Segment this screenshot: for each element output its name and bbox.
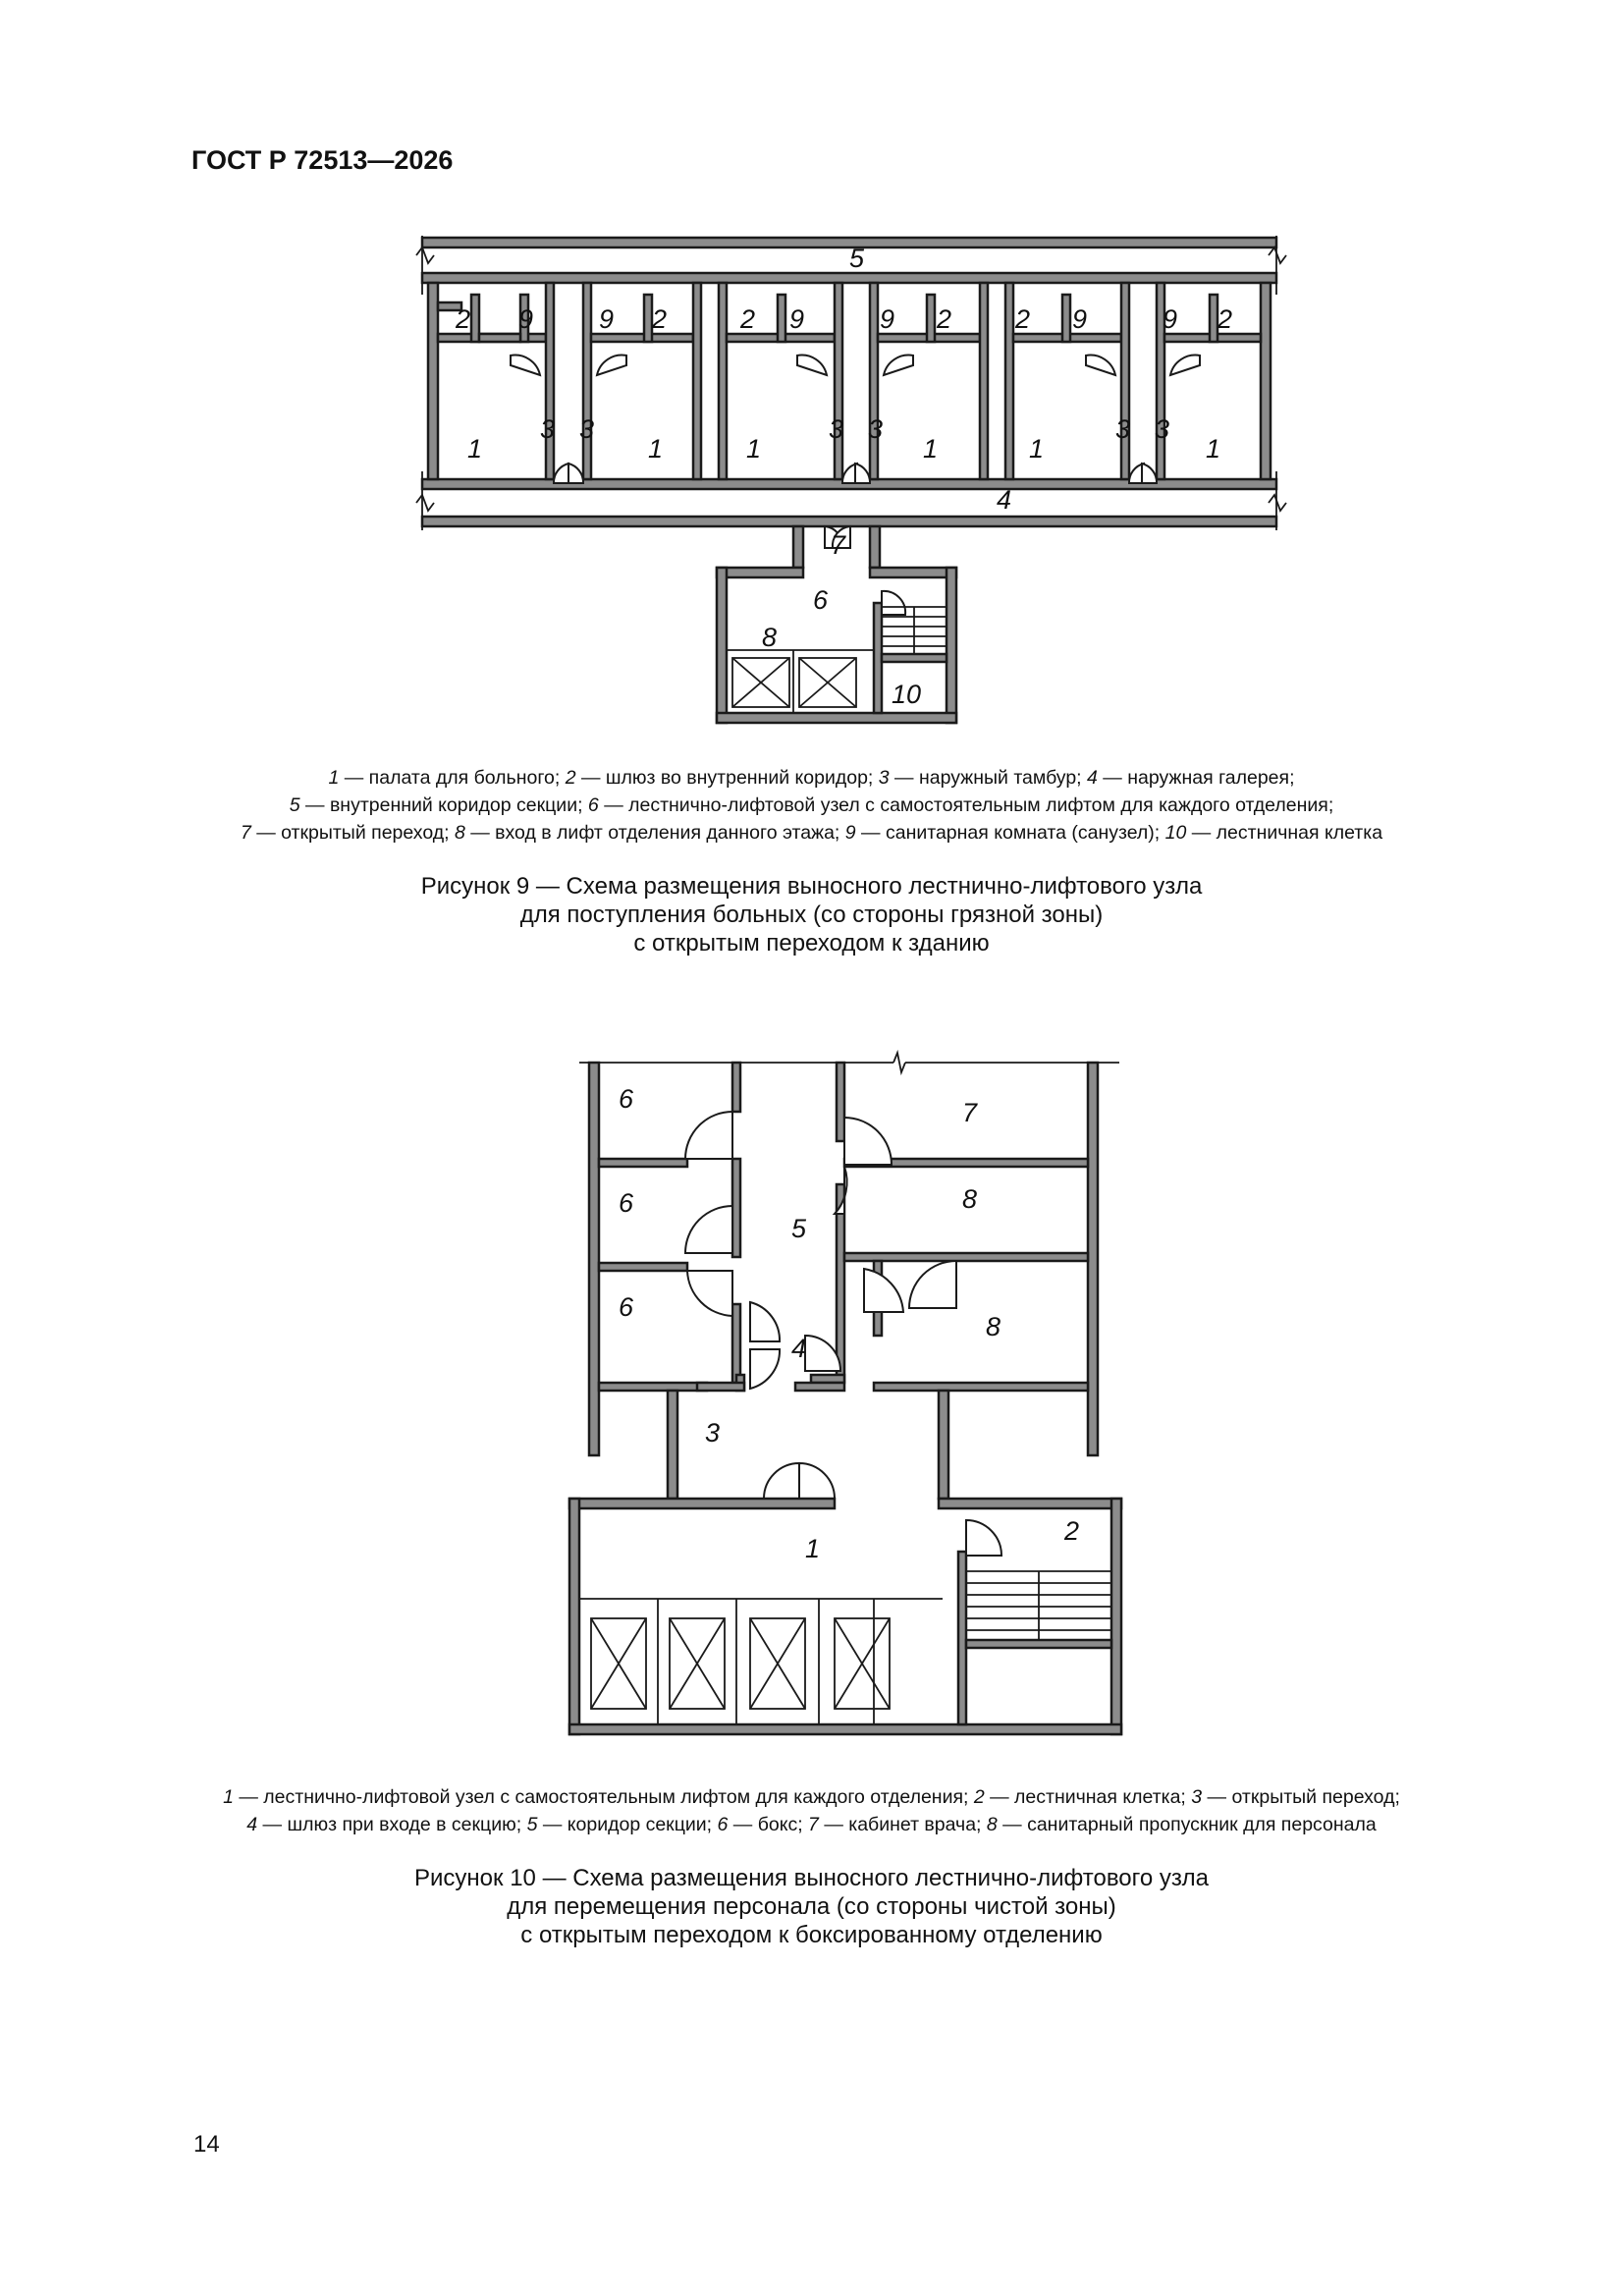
legend-text: — шлюз при входе в секцию; (257, 1814, 527, 1835)
legend-text: — санитарный пропускник для персонала (997, 1814, 1377, 1835)
fig9-label-lift-node: 6 (813, 585, 829, 615)
figure-10-legend (118, 1783, 1505, 1838)
legend-num: 1 (328, 767, 340, 789)
fig10-label-sanpass: 8 (986, 1312, 1001, 1341)
caption-line: с открытым переходом к боксированному отделению (520, 1922, 1103, 1948)
fig9-label-ward: 1 (648, 434, 664, 464)
legend-num: 3 (878, 767, 890, 789)
legend-text: — лестничная клетка; (984, 1786, 1192, 1808)
legend-text: — открытый переход; (250, 822, 455, 844)
fig9-label-sanitary: 9 (599, 304, 615, 334)
legend-num: 7 (808, 1814, 819, 1835)
caption-line: с открытым переходом к зданию (633, 930, 990, 957)
fig9-label-stair: 10 (892, 680, 922, 709)
legend-num: 8 (986, 1814, 998, 1835)
fig9-label-vestibule: 3 (1155, 414, 1170, 444)
caption-line: для поступления больных (со стороны грязной зоны) (519, 902, 1104, 928)
legend-num: 5 (289, 794, 300, 816)
figure-10-floor-plan (540, 1041, 1149, 1748)
legend-num: 5 (526, 1814, 538, 1835)
fig10-label-sanpass: 8 (962, 1184, 978, 1214)
fig9-label-vestibule: 3 (1115, 414, 1131, 444)
page-number: 14 (193, 2131, 220, 2158)
figure-9-floor-plan (412, 226, 1296, 737)
fig10-label-sluice: 4 (791, 1334, 807, 1363)
legend-num: 9 (844, 822, 856, 844)
legend-num: 6 (717, 1814, 729, 1835)
legend-line (118, 792, 1505, 819)
fig9-label-inner-corridor: 5 (849, 244, 865, 273)
legend-text: — лестнично-лифтовой узел с самостоятельным лифтом для каждого отделения; (598, 794, 1334, 816)
legend-text: — наружный тамбур; (889, 767, 1088, 789)
legend-num: 10 (1164, 822, 1187, 844)
legend-line (118, 1811, 1505, 1838)
fig10-label-box: 6 (619, 1188, 634, 1218)
legend-num: 4 (1087, 767, 1098, 789)
fig10-label-box: 6 (619, 1084, 634, 1114)
legend-text: — открытый переход; (1202, 1786, 1400, 1808)
fig9-label-lift-entry: 8 (762, 623, 778, 652)
legend-text: — кабинет врача; (818, 1814, 987, 1835)
fig10-label-lift-node: 1 (805, 1534, 821, 1563)
fig10-label-corridor: 5 (791, 1214, 807, 1243)
legend-text: — вход в лифт отделения данного этажа; (464, 822, 845, 844)
legend-text: — внутренний коридор секции; (299, 794, 588, 816)
legend-num: 8 (454, 822, 465, 844)
legend-num: 3 (1191, 1786, 1203, 1808)
fig10-label-passage: 3 (705, 1418, 721, 1448)
legend-text: — лестничная клетка (1186, 822, 1383, 844)
legend-text: — шлюз во внутренний коридор; (575, 767, 879, 789)
legend-text: — коридор секции; (537, 1814, 718, 1835)
legend-num: 4 (246, 1814, 258, 1835)
legend-text: — бокс; (728, 1814, 809, 1835)
legend-num: 1 (223, 1786, 234, 1808)
document-standard-header: ГОСТ Р 72513—2026 (191, 145, 454, 175)
legend-num: 2 (973, 1786, 985, 1808)
legend-text: — санитарная комната (санузел); (855, 822, 1165, 844)
fig10-label-doctor: 7 (962, 1098, 978, 1127)
fig9-label-ward: 1 (923, 434, 939, 464)
fig9-label-ward: 1 (1206, 434, 1221, 464)
fig9-label-ward: 1 (1029, 434, 1045, 464)
fig9-label-sluice: 2 (652, 304, 668, 334)
caption-line: Рисунок 9 — Схема размещения выносного лестнично-лифтового узла (420, 873, 1203, 900)
legend-num: 7 (240, 822, 251, 844)
fig9-label-sluice: 2 (1217, 304, 1233, 334)
legend-line (118, 819, 1505, 847)
caption-line: для перемещения персонала (со стороны чистой зоны) (507, 1893, 1116, 1920)
fig9-label-sanitary: 9 (518, 304, 534, 334)
fig9-label-gallery: 4 (997, 485, 1012, 515)
fig9-label-sanitary: 9 (789, 304, 805, 334)
fig9-label-vestibule: 3 (829, 414, 844, 444)
legend-text: — палата для больного; (339, 767, 566, 789)
fig9-label-ward: 1 (746, 434, 762, 464)
legend-line (118, 764, 1505, 792)
figure-9-caption (196, 872, 1427, 957)
fig10-label-stair: 2 (1064, 1516, 1080, 1546)
fig9-label-passage: 7 (831, 530, 846, 560)
figure-10-caption (196, 1864, 1427, 1949)
caption-line: Рисунок 10 — Схема размещения выносного лестнично-лифтового узла (414, 1865, 1209, 1891)
figure-9-legend (118, 764, 1505, 847)
fig9-label-ward: 1 (467, 434, 483, 464)
fig9-label-vestibule: 3 (868, 414, 884, 444)
fig9-label-sluice: 2 (456, 304, 471, 334)
fig10-label-box: 6 (619, 1292, 634, 1322)
fig9-label-sanitary: 9 (1072, 304, 1088, 334)
legend-num: 2 (565, 767, 576, 789)
fig9-label-sanitary: 9 (1163, 304, 1178, 334)
fig9-label-sluice: 2 (740, 304, 756, 334)
fig9-label-vestibule: 3 (540, 414, 556, 444)
fig9-label-vestibule: 3 (579, 414, 595, 444)
legend-line (118, 1783, 1505, 1811)
legend-text: — наружная галерея; (1097, 767, 1295, 789)
legend-num: 6 (587, 794, 599, 816)
legend-text: — лестнично-лифтовой узел с самостоятельным лифтом для каждого отделения; (233, 1786, 974, 1808)
fig9-label-sanitary: 9 (880, 304, 895, 334)
fig9-label-sluice: 2 (1015, 304, 1031, 334)
fig9-label-sluice: 2 (937, 304, 952, 334)
